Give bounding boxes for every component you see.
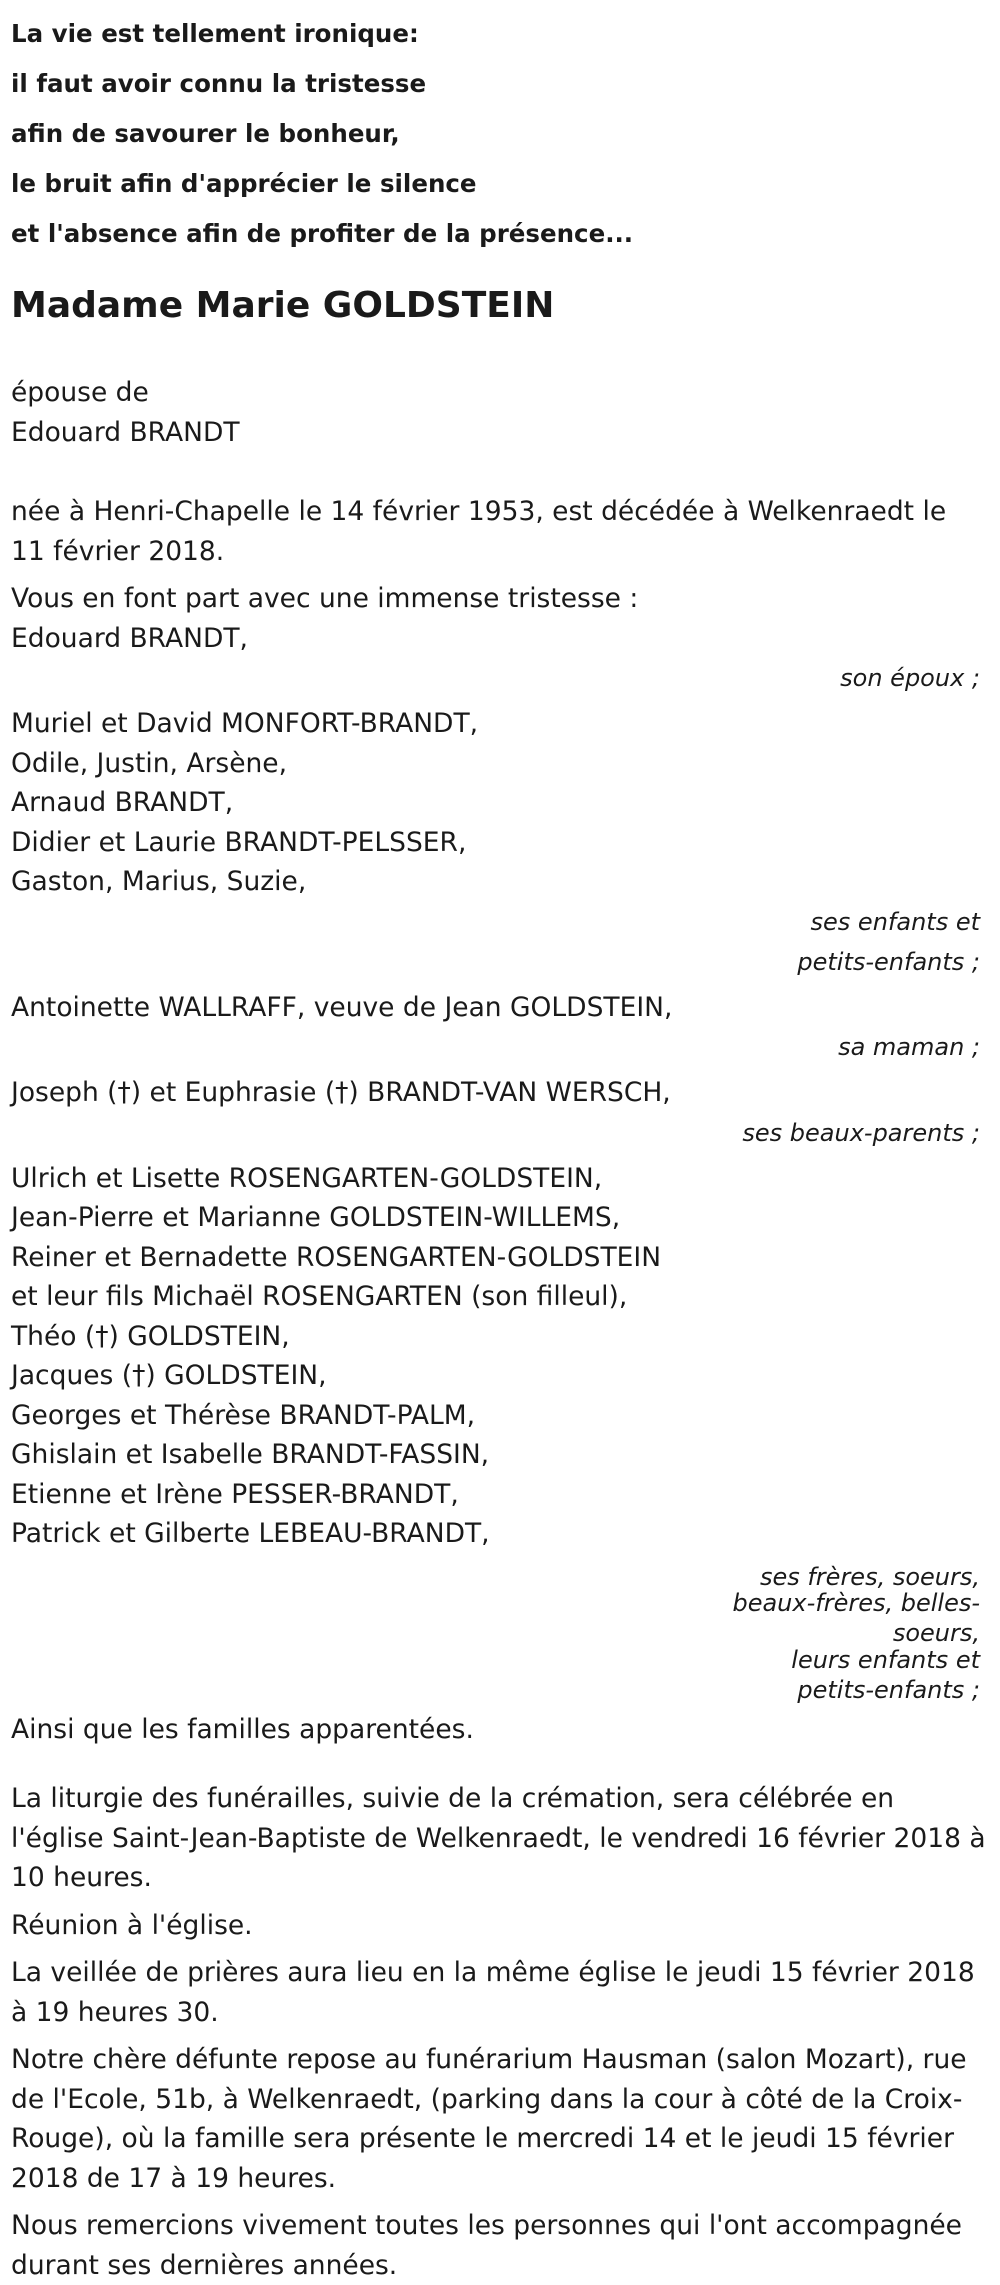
family-role: beaux-frères, belles- [732, 1588, 980, 1617]
deceased-name: Madame Marie GOLDSTEIN [11, 285, 555, 326]
family-role: leurs enfants et [791, 1645, 980, 1674]
meeting-point: Réunion à l'église. [11, 1909, 253, 1941]
family-name-line: Didier et Laurie BRANDT-PELSSER, [11, 826, 467, 858]
poem-line: La vie est tellement ironique: [11, 19, 419, 48]
spouse-intro: épouse de [11, 377, 149, 408]
family-role: ses enfants et [810, 907, 980, 936]
family-name-line: et leur fils Michaël ROSENGARTEN (son filleul), [11, 1281, 628, 1312]
thanks-message: Nous remercions vivement toutes les personnes qui l'ont accompagnée durant ses dernières années. [11, 2210, 962, 2281]
family-name-line: Reiner et Bernadette ROSENGARTEN-GOLDSTEIN [11, 1241, 662, 1273]
family-name-line: Antoinette WALLRAFF, veuve de Jean GOLDSTEIN, [11, 991, 673, 1023]
family-name-line: Odile, Justin, Arsène, [11, 747, 288, 779]
funeral-home-info: Notre chère défunte repose au funérarium Hausman (salon Mozart), rue de l'Ecole, 51b, à Welkenraedt, (parking dans la cour à côté de la Croix-Rouge), où la famille sera présente le mercredi 14 et le jeudi 15 février 2018 de 17 à 19 heures. [11, 2044, 967, 2194]
family-group-mother [11, 988, 980, 1068]
family-name-line: Edouard BRANDT, [11, 622, 248, 654]
spouse-block [11, 373, 980, 452]
family-name-line: Ghislain et Isabelle BRANDT-FASSIN, [11, 1439, 490, 1470]
family-name-line: Georges et Thérèse BRANDT-PALM, [11, 1399, 476, 1431]
family-role-block [11, 1564, 980, 1710]
funeral-liturgy: La liturgie des funérailles, suivie de la crémation, sera célébrée en l'église Saint-Jean-Baptiste de Welkenraedt, le vendredi 16 février 2018 à 10 heures. [11, 1783, 986, 1893]
family-role: son époux ; [840, 664, 980, 692]
family-role: sa maman ; [838, 1033, 980, 1061]
family-name-line: Arnaud BRANDT, [11, 787, 234, 818]
family-name-line: Muriel et David MONFORT-BRANDT, [11, 708, 479, 739]
funeral-details [11, 1779, 986, 2285]
family-group-siblings [11, 1159, 980, 1710]
family-name-line: Patrick et Gilberte LEBEAU-BRANDT, [11, 1518, 490, 1549]
obituary-page [0, 9, 1000, 2281]
family-group-parents-in-law [11, 1073, 980, 1153]
poem-line: afin de savourer le bonheur, [11, 119, 400, 148]
family-role: petits-enfants ; [797, 1675, 980, 1704]
family-name-line: Joseph (†) et Euphrasie (†) BRANDT-VAN WERSCH, [11, 1077, 671, 1108]
announcement-block [11, 579, 980, 1749]
spouse-name: Edouard BRANDT [11, 416, 240, 448]
family-name-line: Etienne et Irène PESSER-BRANDT, [11, 1478, 459, 1510]
family-role: petits-enfants ; [797, 947, 980, 976]
announcement-intro: Vous en font part avec une immense tristesse : [11, 583, 639, 614]
poem-line: il faut avoir connu la tristesse [11, 69, 427, 98]
prayer-vigil: La veillée de prières aura lieu en la même église le jeudi 15 février 2018 à 19 heures 30. [11, 1957, 975, 2028]
family-role: ses frères, soeurs, [759, 1562, 980, 1591]
families-line: Ainsi que les familles apparentées. [11, 1713, 474, 1745]
poem-line: le bruit afin d'apprécier le silence [11, 169, 477, 198]
opening-poem [11, 9, 980, 259]
family-group-spouse [11, 619, 980, 699]
birth-death-statement: née à Henri-Chapelle le 14 février 1953, est décédée à Welkenraedt le 11 février 2018. [11, 496, 947, 567]
family-name-line: Gaston, Marius, Suzie, [11, 866, 307, 897]
poem-line: et l'absence afin de profiter de la présence... [11, 219, 634, 248]
family-group-children [11, 704, 980, 982]
family-name-line: Théo (†) GOLDSTEIN, [11, 1320, 290, 1352]
family-role: soeurs, [892, 1618, 980, 1647]
family-role: ses beaux-parents ; [742, 1118, 980, 1147]
family-name-line: Jean-Pierre et Marianne GOLDSTEIN-WILLEMS, [11, 1202, 621, 1233]
family-name-line: Jacques (†) GOLDSTEIN, [11, 1360, 327, 1391]
family-name-line: Ulrich et Lisette ROSENGARTEN-GOLDSTEIN, [11, 1162, 603, 1194]
